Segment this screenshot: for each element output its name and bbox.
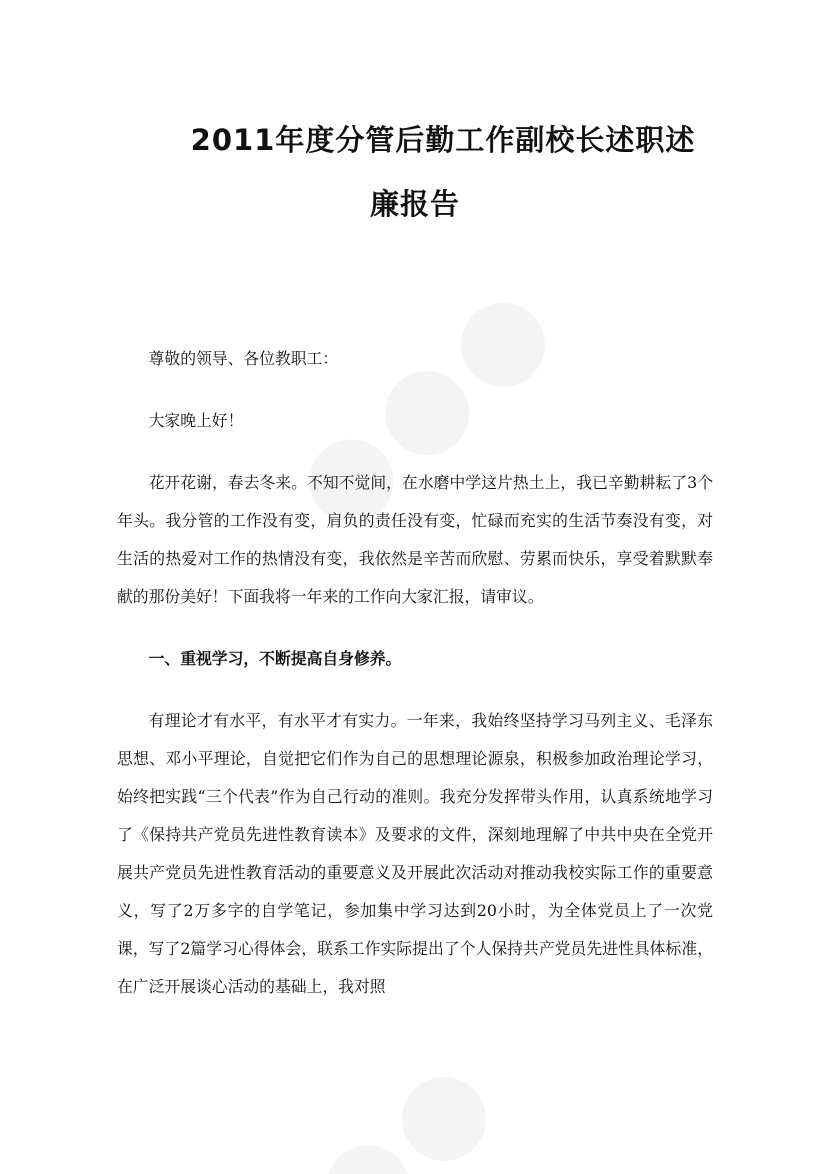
paragraph-intro: 花开花谢，春去冬来。不知不觉间，在水磨中学这片热土上，我已辛勤耕耘了3个年头。我分管的工作没有变，肩负的责任没有变，忙碌而充实的生活节奏没有变，对生活的热爱对工作的热情没有变，我依然是辛苦而欣慰、劳累而快乐，享受着默默奉献的那份美好！下面我将一年来的工作向大家汇报，请审议。 <box>117 473 713 606</box>
salutation: 尊敬的领导、各位教职工： <box>148 349 339 368</box>
paragraph-study: 有理论才有水平，有水平才有实力。一年来，我始终坚持学习马列主义、毛泽东思想、邓小平理论，自觉把它们作为自己的思想理论源泉，积极参加政治理论学习，始终把实践“三个代表”作为自己行动的准则。我充分发挥带头作用，认真系统地学习了《保持共产党员先进性教育读本》及要求的文件，深刻地理解了中共中央在全党开展共产党员先进性教育活动的重要意义及开展此次活动对推动我校实际工作的重要意义，写了2万多字的自学笔记，参加集中学习达到20小时，为全体党员上了一次党课，写了2篇学习心得体会，联系工作实际提出了个人保持共产党员先进性具体标准，在广泛开展谈心活动的基础上，我对照 <box>117 711 713 996</box>
document-title-line2: 廉报告 <box>369 187 460 221</box>
section-heading-1: 一、重视学习，不断提高自身修养。 <box>148 649 402 668</box>
greeting: 大家晚上好！ <box>148 411 244 430</box>
document-body <box>117 340 713 1030</box>
document-title-line1: 2011年度分管后勤工作副校长述职述 <box>190 123 696 157</box>
watermark-graphic-bottom <box>283 1028 520 1174</box>
